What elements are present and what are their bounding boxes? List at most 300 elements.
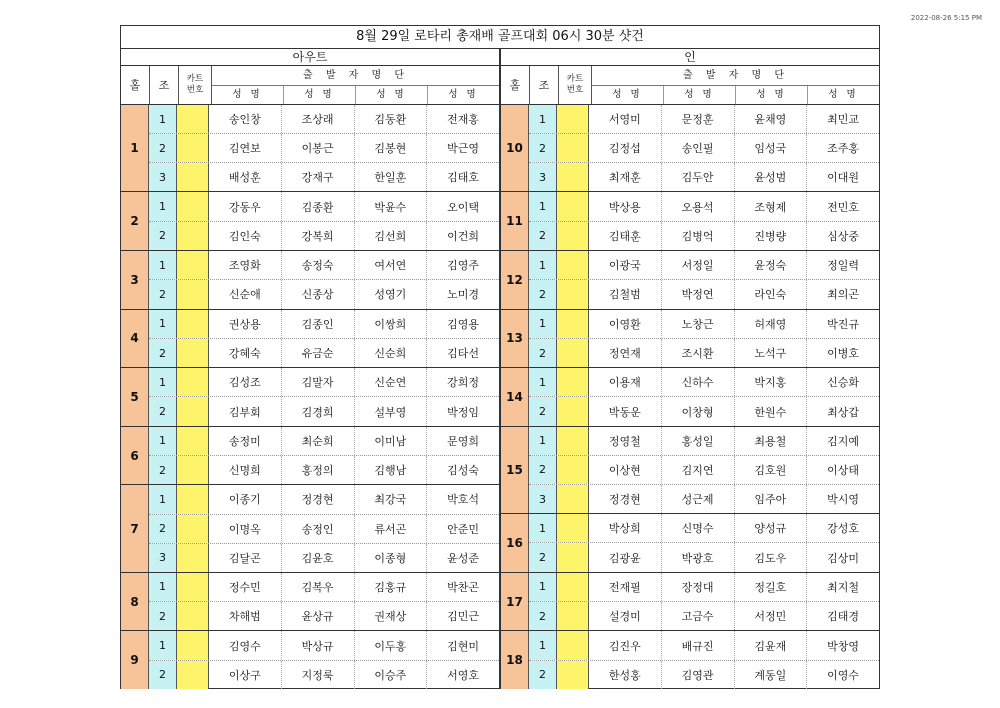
player-names xyxy=(209,485,499,513)
name-column-header: 성 명 xyxy=(284,86,356,104)
group-row xyxy=(529,573,879,602)
player-name: 권상용 xyxy=(209,310,282,338)
group-row xyxy=(529,105,879,134)
player-name: 이봉근 xyxy=(282,134,355,162)
player-names xyxy=(209,631,499,659)
player-name: 이상현 xyxy=(589,456,662,484)
hole-block xyxy=(501,368,879,427)
hole-block xyxy=(121,631,499,689)
group-list xyxy=(149,485,499,571)
group-number: 2 xyxy=(149,661,177,689)
hole-block xyxy=(501,192,879,251)
player-name: 유금순 xyxy=(282,339,355,367)
player-name: 최재훈 xyxy=(589,163,662,191)
player-name: 김연보 xyxy=(209,134,282,162)
cart-number-cell xyxy=(557,192,589,220)
cart-header xyxy=(559,66,592,104)
group-row xyxy=(149,456,499,484)
player-names xyxy=(209,397,499,425)
table-header xyxy=(121,66,499,105)
cart-number-cell xyxy=(177,573,209,601)
hole-block xyxy=(501,251,879,310)
player-names xyxy=(589,602,879,630)
player-name: 김태호 xyxy=(447,171,480,185)
player-names xyxy=(589,105,879,133)
group-list xyxy=(149,251,499,309)
cart-number-cell xyxy=(557,163,589,191)
group-row xyxy=(149,310,499,339)
player-name: 박상희 xyxy=(589,514,662,542)
player-names xyxy=(209,134,499,162)
group-number: 1 xyxy=(149,251,177,279)
group-row xyxy=(529,661,879,689)
cart-number-cell xyxy=(177,310,209,338)
player-name: 박지홍 xyxy=(735,368,808,396)
cart-number-cell xyxy=(557,397,589,425)
hole-number: 1 xyxy=(121,105,149,191)
group-list xyxy=(529,514,879,572)
player-name: 최상갑 xyxy=(827,405,860,419)
group-row xyxy=(529,602,879,630)
player-name: 정수민 xyxy=(209,573,282,601)
player-name: 전민호 xyxy=(827,200,860,214)
group-number: 2 xyxy=(529,543,557,571)
player-name: 차해범 xyxy=(209,602,282,630)
group-number: 1 xyxy=(149,631,177,659)
name-column-header: 성 명 xyxy=(448,89,479,100)
group-number: 1 xyxy=(149,427,177,455)
player-name: 송인창 xyxy=(209,105,282,133)
cart-number-cell xyxy=(177,222,209,250)
group-row xyxy=(149,368,499,397)
group-row xyxy=(149,280,499,308)
cart-number-cell xyxy=(557,310,589,338)
name-column-header: 성 명 xyxy=(664,86,736,104)
player-name: 김성조 xyxy=(209,368,282,396)
player-name: 서영호 xyxy=(447,668,480,682)
player-name: 최순희 xyxy=(282,427,355,455)
player-name: 김동환 xyxy=(355,105,428,133)
player-names xyxy=(209,251,499,279)
player-name: 조시환 xyxy=(662,339,735,367)
player-name: 김두안 xyxy=(662,163,735,191)
player-name: 고금수 xyxy=(662,602,735,630)
player-name: 김호원 xyxy=(735,456,808,484)
group-row xyxy=(149,661,499,689)
name-columns-header xyxy=(592,86,879,104)
player-name: 임주아 xyxy=(735,485,808,513)
group-row xyxy=(529,222,879,250)
player-name: 강동우 xyxy=(209,192,282,220)
hole-block xyxy=(121,427,499,486)
side-in xyxy=(501,49,879,689)
player-name: 윤성준 xyxy=(447,551,480,565)
player-name: 신명수 xyxy=(662,514,735,542)
player-name: 노창근 xyxy=(662,310,735,338)
cart-number-cell xyxy=(557,456,589,484)
group-row xyxy=(149,397,499,425)
name-column-header: 성 명 xyxy=(592,86,664,104)
group-row xyxy=(149,222,499,250)
group-row xyxy=(529,397,879,425)
group-row xyxy=(149,105,499,134)
player-name: 김지연 xyxy=(662,456,735,484)
group-number: 1 xyxy=(149,368,177,396)
player-name: 김말자 xyxy=(282,368,355,396)
group-number: 1 xyxy=(149,192,177,220)
player-name: 이영수 xyxy=(827,668,860,682)
group-list xyxy=(529,310,879,368)
group-number: 2 xyxy=(149,397,177,425)
player-name: 서영미 xyxy=(589,105,662,133)
cart-header-line1: 카트 xyxy=(566,74,584,84)
player-name: 최강국 xyxy=(355,485,428,513)
player-name: 신승화 xyxy=(827,376,860,390)
group-row xyxy=(149,427,499,456)
hole-block xyxy=(121,573,499,632)
player-name: 이미남 xyxy=(355,427,428,455)
cart-number-cell xyxy=(177,602,209,630)
player-name: 박진규 xyxy=(827,317,860,331)
group-row xyxy=(149,251,499,280)
player-name: 여서연 xyxy=(355,251,428,279)
player-name: 윤채영 xyxy=(735,105,808,133)
table-body xyxy=(501,105,879,689)
cart-number-cell xyxy=(177,339,209,367)
player-name: 임성국 xyxy=(735,134,808,162)
cart-number-cell xyxy=(557,514,589,542)
player-name: 이상구 xyxy=(209,661,282,689)
player-name: 김성숙 xyxy=(447,464,480,478)
hole-number: 18 xyxy=(501,631,529,689)
group-number: 2 xyxy=(149,134,177,162)
cart-number-cell xyxy=(557,485,589,513)
cart-number-cell xyxy=(557,661,589,689)
cart-number-cell xyxy=(557,573,589,601)
cart-number-cell xyxy=(557,134,589,162)
cart-number-cell xyxy=(177,397,209,425)
player-name: 김광윤 xyxy=(589,543,662,571)
player-name: 문영희 xyxy=(447,434,480,448)
player-name: 김행남 xyxy=(355,456,428,484)
group-number: 2 xyxy=(529,661,557,689)
player-name: 송정숙 xyxy=(282,251,355,279)
hole-number: 5 xyxy=(121,368,149,426)
cart-number-cell xyxy=(177,163,209,191)
player-name: 박호석 xyxy=(447,493,480,507)
pairing-sheet xyxy=(120,25,880,689)
player-names xyxy=(209,280,499,308)
group-row xyxy=(149,515,499,544)
names-header xyxy=(592,66,879,104)
player-name: 박찬곤 xyxy=(447,580,480,594)
player-name: 최지철 xyxy=(827,580,860,594)
player-name: 홍정의 xyxy=(282,456,355,484)
player-name: 신순애 xyxy=(209,280,282,308)
cart-number-cell xyxy=(177,485,209,513)
player-names xyxy=(589,251,879,279)
cart-header xyxy=(179,66,212,104)
player-name: 심상중 xyxy=(827,229,860,243)
cart-number-cell xyxy=(177,134,209,162)
group-header: 조 xyxy=(150,66,179,104)
player-name: 최민교 xyxy=(827,113,860,127)
player-name: 성영기 xyxy=(355,280,428,308)
player-names xyxy=(589,661,879,689)
group-row xyxy=(529,543,879,571)
player-name: 김인숙 xyxy=(209,222,282,250)
cart-header-line2: 번호 xyxy=(566,85,584,95)
player-names xyxy=(589,310,879,338)
cart-number-cell xyxy=(557,222,589,250)
player-names xyxy=(209,661,499,689)
group-row xyxy=(149,339,499,367)
player-name: 이용재 xyxy=(589,368,662,396)
group-list xyxy=(529,427,879,513)
player-name: 김정섭 xyxy=(589,134,662,162)
group-number: 2 xyxy=(529,602,557,630)
group-row xyxy=(529,310,879,339)
group-row xyxy=(149,573,499,602)
player-name: 김현미 xyxy=(447,639,480,653)
cart-number-cell xyxy=(557,105,589,133)
group-number: 2 xyxy=(149,515,177,543)
cart-number-cell xyxy=(177,368,209,396)
player-name: 박정연 xyxy=(662,280,735,308)
player-name: 김부회 xyxy=(209,397,282,425)
player-name: 송인필 xyxy=(662,134,735,162)
player-name: 양성규 xyxy=(735,514,808,542)
player-name: 신종상 xyxy=(282,280,355,308)
cart-header-line2: 번호 xyxy=(186,85,204,95)
hole-number: 6 xyxy=(121,427,149,485)
hole-block xyxy=(121,105,499,192)
name-column-header: 성 명 xyxy=(828,89,859,100)
cart-number-cell xyxy=(557,280,589,308)
player-name: 성근제 xyxy=(662,485,735,513)
player-name: 배규진 xyxy=(662,631,735,659)
table-header xyxy=(501,66,879,105)
section-label: 인 xyxy=(501,49,879,66)
player-name: 송정미 xyxy=(209,427,282,455)
group-list xyxy=(149,192,499,250)
hole-number: 10 xyxy=(501,105,529,191)
hole-number: 2 xyxy=(121,192,149,250)
group-number: 1 xyxy=(529,573,557,601)
group-number: 3 xyxy=(149,544,177,572)
player-name: 서정일 xyxy=(662,251,735,279)
group-row xyxy=(149,485,499,514)
player-names xyxy=(209,573,499,601)
player-name: 김도우 xyxy=(735,543,808,571)
hole-block xyxy=(121,310,499,369)
cart-number-cell xyxy=(177,427,209,455)
player-names xyxy=(209,368,499,396)
player-name: 이승주 xyxy=(355,661,428,689)
cart-number-cell xyxy=(557,602,589,630)
group-row xyxy=(529,163,879,191)
player-name: 윤성범 xyxy=(735,163,808,191)
player-names xyxy=(589,514,879,542)
player-name: 박근영 xyxy=(447,142,480,156)
player-name: 강성호 xyxy=(827,522,860,536)
player-name: 강혜숙 xyxy=(209,339,282,367)
group-list xyxy=(529,251,879,309)
group-number: 2 xyxy=(529,134,557,162)
cart-header-line1: 카트 xyxy=(186,74,204,84)
player-names xyxy=(589,543,879,571)
player-name: 이창형 xyxy=(662,397,735,425)
cart-number-cell xyxy=(177,631,209,659)
group-number: 1 xyxy=(529,192,557,220)
player-name: 한일훈 xyxy=(355,163,428,191)
player-name: 이광국 xyxy=(589,251,662,279)
print-timestamp: 2022-08-26 5:15 PM xyxy=(910,14,982,22)
player-name: 한원수 xyxy=(735,397,808,425)
cart-number-cell xyxy=(557,339,589,367)
player-names xyxy=(589,280,879,308)
hole-number: 8 xyxy=(121,573,149,631)
hole-number: 15 xyxy=(501,427,529,513)
group-row xyxy=(529,456,879,485)
player-name: 조형제 xyxy=(735,192,808,220)
player-names xyxy=(589,485,879,513)
group-list xyxy=(529,631,879,689)
player-name: 류서곤 xyxy=(355,515,428,543)
group-number: 2 xyxy=(529,339,557,367)
group-row xyxy=(529,280,879,308)
group-number: 2 xyxy=(529,280,557,308)
cart-number-cell xyxy=(177,661,209,689)
player-name: 김영용 xyxy=(447,317,480,331)
group-row xyxy=(149,134,499,163)
group-row xyxy=(529,485,879,513)
hole-block xyxy=(121,485,499,572)
player-names xyxy=(589,134,879,162)
group-list xyxy=(529,105,879,191)
names-header xyxy=(212,66,499,104)
player-names xyxy=(209,544,499,572)
player-name: 강재구 xyxy=(282,163,355,191)
player-name: 박윤수 xyxy=(355,192,428,220)
group-number: 2 xyxy=(529,397,557,425)
group-number: 1 xyxy=(529,427,557,455)
player-names xyxy=(209,192,499,220)
player-names xyxy=(209,163,499,191)
group-row xyxy=(149,602,499,630)
player-name: 정영철 xyxy=(589,427,662,455)
player-names xyxy=(209,515,499,543)
cart-number-cell xyxy=(557,543,589,571)
hole-block xyxy=(121,192,499,251)
player-name: 이두홍 xyxy=(355,631,428,659)
player-name: 김철범 xyxy=(589,280,662,308)
hole-header: 홀 xyxy=(121,66,150,104)
player-name: 김진우 xyxy=(589,631,662,659)
hole-number: 17 xyxy=(501,573,529,631)
player-name: 안준민 xyxy=(447,522,480,536)
player-name: 김민근 xyxy=(447,610,480,624)
group-number: 1 xyxy=(529,105,557,133)
cart-number-cell xyxy=(557,631,589,659)
group-row xyxy=(149,631,499,660)
player-name: 오이택 xyxy=(447,200,480,214)
player-name: 박상용 xyxy=(589,192,662,220)
player-name: 이쌍희 xyxy=(355,310,428,338)
group-number: 1 xyxy=(149,573,177,601)
player-name: 조상래 xyxy=(282,105,355,133)
player-name: 전재홍 xyxy=(447,113,480,127)
hole-block xyxy=(501,105,879,192)
cart-number-cell xyxy=(177,515,209,543)
group-list xyxy=(149,573,499,631)
player-name: 계동일 xyxy=(735,661,808,689)
player-name: 정경현 xyxy=(282,485,355,513)
player-name: 박정임 xyxy=(447,405,480,419)
hole-header: 홀 xyxy=(501,66,530,104)
player-names xyxy=(589,573,879,601)
start-list-header: 출 발 자 명 단 xyxy=(212,66,499,86)
hole-block xyxy=(121,251,499,310)
player-name: 지정룩 xyxy=(282,661,355,689)
group-list xyxy=(149,310,499,368)
player-name: 배성훈 xyxy=(209,163,282,191)
name-column-header: 성 명 xyxy=(736,86,808,104)
player-name: 조영화 xyxy=(209,251,282,279)
group-row xyxy=(529,251,879,280)
player-name: 김타선 xyxy=(447,347,480,361)
player-name: 신명희 xyxy=(209,456,282,484)
player-name: 이대원 xyxy=(827,171,860,185)
hole-number: 7 xyxy=(121,485,149,571)
player-name: 정경현 xyxy=(589,485,662,513)
group-list xyxy=(529,368,879,426)
player-name: 김종인 xyxy=(282,310,355,338)
player-name: 김복우 xyxy=(282,573,355,601)
cart-number-cell xyxy=(177,544,209,572)
player-name: 서정민 xyxy=(735,602,808,630)
cart-number-cell xyxy=(177,105,209,133)
group-list xyxy=(149,631,499,689)
name-column-header: 성 명 xyxy=(356,86,428,104)
player-name: 이상태 xyxy=(827,463,860,477)
player-name: 이종형 xyxy=(355,544,428,572)
hole-block xyxy=(501,310,879,369)
group-number: 3 xyxy=(529,485,557,513)
cart-number-cell xyxy=(557,368,589,396)
player-names xyxy=(589,163,879,191)
player-names xyxy=(589,339,879,367)
hole-block xyxy=(501,573,879,632)
hole-number: 3 xyxy=(121,251,149,309)
group-list xyxy=(149,427,499,485)
player-name: 이종기 xyxy=(209,485,282,513)
group-row xyxy=(149,163,499,191)
group-number: 2 xyxy=(149,222,177,250)
player-name: 신순희 xyxy=(355,339,428,367)
hole-number: 13 xyxy=(501,310,529,368)
player-name: 김달곤 xyxy=(209,544,282,572)
player-name: 설경미 xyxy=(589,602,662,630)
group-list xyxy=(149,105,499,191)
player-name: 문정훈 xyxy=(662,105,735,133)
group-number: 1 xyxy=(529,631,557,659)
player-name: 김병억 xyxy=(662,222,735,250)
group-number: 2 xyxy=(149,339,177,367)
player-name: 이병호 xyxy=(827,347,860,361)
player-names xyxy=(209,339,499,367)
player-name: 설부영 xyxy=(355,397,428,425)
